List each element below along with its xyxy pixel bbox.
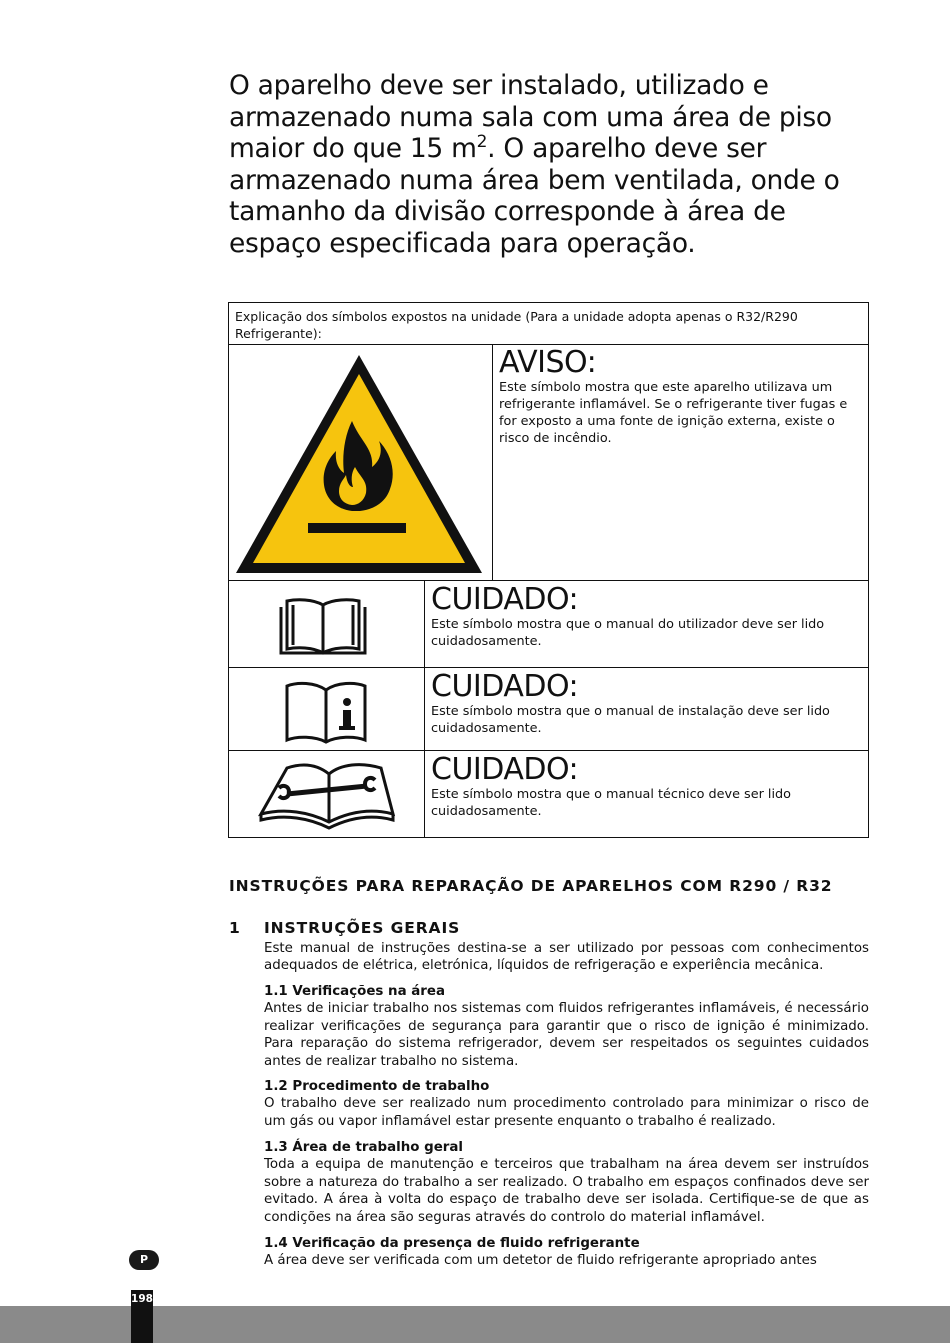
- subsection-1-3: [264, 1139, 869, 1226]
- intro-paragraph: [229, 70, 869, 259]
- section-intro-text: Este manual de instruções destina-se a ser utilizado por pessoas com conhecimentos adequados de elétrica, eletrónica, líquidos de refrigeração e experiência mecânica.: [264, 941, 869, 974]
- subsection-1-1: [264, 983, 869, 1070]
- user-manual-cell: [431, 584, 866, 650]
- technical-manual-cell: [431, 754, 866, 820]
- installation-manual-info-icon: [283, 678, 369, 748]
- user-manual-text: Este símbolo mostra que o manual do utilizador deve ser lido cuidadosamente.: [431, 617, 825, 649]
- intro-text-part1: O aparelho deve ser instalado, utilizado e armazenado numa sala com uma área de piso maior do que 15 m: [229, 70, 832, 164]
- table-divider: [229, 750, 868, 751]
- section-heading: INSTRUÇÕES GERAIS: [264, 919, 461, 937]
- aviso-text: Este símbolo mostra que este aparelho utilizava um refrigerante inflamável. Se o refrigerante tiver fugas e for exposto a uma fonte de ignição externa, existe o risco de incêndio.: [499, 380, 848, 446]
- user-manual-icon: [277, 593, 369, 659]
- symbols-table: [228, 302, 869, 838]
- section-title: INSTRUÇÕES PARA REPARAÇÃO DE APARELHOS COM R290 / R32: [229, 877, 833, 895]
- installation-manual-text: Este símbolo mostra que o manual de instalação deve ser lido cuidadosamente.: [431, 704, 830, 736]
- flammable-warning-icon: [232, 349, 486, 581]
- installation-manual-cell: [431, 671, 866, 737]
- intro-text-part2: . O aparelho deve ser armazenado numa área bem ventilada, onde o tamanho da divisão corresponde à área de espaço especificada para operação.: [229, 133, 840, 259]
- subsection-1-2: [264, 1078, 869, 1130]
- subsection-text: Antes de iniciar trabalho nos sistemas com fluidos refrigerantes inflamáveis, é necessário realizar verificações de segurança para garantir que o risco de ignição é minimizado. Para reparação do sistema refrigerador, devem ser respeitados os seguintes cuidados antes de realizar trabalho no sistema.: [264, 1001, 869, 1069]
- subsection-text: A área deve ser verificada com um detetor de fluido refrigerante apropriado antes: [264, 1253, 817, 1269]
- user-manual-heading: CUIDADO:: [431, 582, 579, 617]
- installation-manual-heading: CUIDADO:: [431, 669, 579, 704]
- subsection-heading: 1.4 Verificação da presença de fluido refrigerante: [264, 1236, 640, 1251]
- subsection-text: O trabalho deve ser realizado num procedimento controlado para minimizar o risco de um gás ou vapor inflamável estar presente enquanto o trabalho é realizado.: [264, 1096, 869, 1129]
- section-number: 1: [229, 919, 240, 937]
- aviso-heading: AVISO:: [499, 345, 597, 380]
- subsection-text: Toda a equipa de manutenção e terceiros que trabalham na área devem ser instruídos sobre a natureza do trabalho a ser realizado. O trabalho em espaços confinados deve ser evitado. A área à volta do espaço de trabalho deve ser isolada. Certifique-se de que as condições na área são seguras através do controlo do material inflamável.: [264, 1157, 869, 1225]
- table-divider: [492, 344, 493, 580]
- table-divider: [229, 667, 868, 668]
- intro-superscript: 2: [476, 132, 488, 152]
- technical-manual-text: Este símbolo mostra que o manual técnico deve ser lido cuidadosamente.: [431, 787, 791, 819]
- technical-manual-wrench-icon: [257, 758, 397, 834]
- symbols-table-caption: Explicação dos símbolos expostos na unidade (Para a unidade adopta apenas o R32/R290 Refrigerante):: [235, 309, 798, 341]
- page-number: 198: [131, 1293, 153, 1305]
- table-divider: [424, 580, 425, 838]
- subsection-heading: 1.3 Área de trabalho geral: [264, 1140, 464, 1155]
- subsection-1-4: [264, 1235, 869, 1270]
- subsection-heading: 1.2 Procedimento de trabalho: [264, 1079, 490, 1094]
- subsection-heading: 1.1 Verificações na área: [264, 984, 446, 999]
- aviso-cell: [499, 347, 864, 447]
- language-badge: P: [129, 1250, 159, 1270]
- technical-manual-heading: CUIDADO:: [431, 752, 579, 787]
- section-intro: [264, 940, 869, 975]
